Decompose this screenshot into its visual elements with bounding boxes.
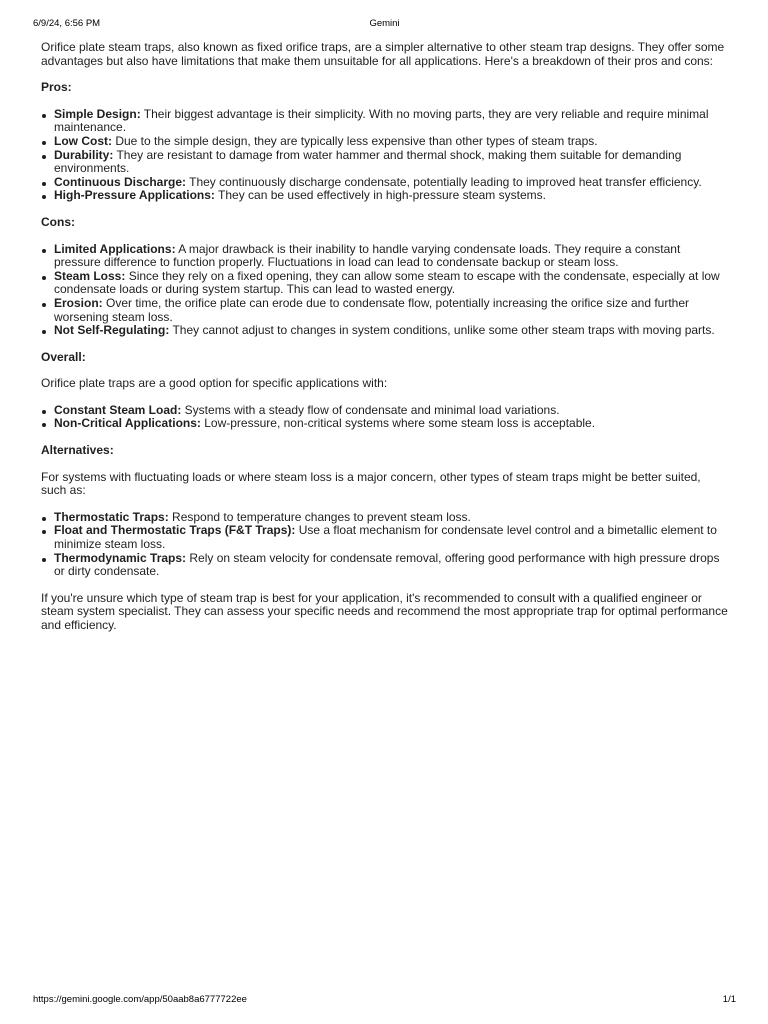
alternatives-list [41, 511, 729, 579]
item-text: They can be used effectively in high-pressure steam systems. [214, 188, 546, 203]
item-term: Constant Steam Load: [54, 402, 182, 417]
item-text: They are resistant to damage from water hammer and thermal shock, making them suitable for demanding environments. [54, 147, 682, 176]
print-url: https://gemini.google.com/app/50aab8a6777722ee [33, 994, 247, 1005]
item-text: Over time, the orifice plate can erode due to condensate flow, potentially increasing the orifice size and further worsening steam loss. [54, 295, 690, 324]
list-item [54, 524, 729, 551]
list-item [54, 270, 729, 297]
item-text: They continuously discharge condensate, potentially leading to improved heat transfer efficiency. [186, 174, 702, 189]
item-text: A major drawback is their inability to handle varying condensate loads. They require a constant pressure difference to function properly. Fluctuations in load can lead to condensate backup or steam loss. [54, 241, 681, 270]
list-item [54, 511, 729, 525]
item-term: High-Pressure Applications: [54, 188, 215, 203]
response-content [41, 41, 729, 646]
item-term: Not Self-Regulating: [54, 323, 170, 338]
overall-list [41, 404, 729, 431]
item-term: Float and Thermostatic Traps (F&T Traps): [54, 523, 296, 538]
item-term: Continuous Discharge: [54, 174, 187, 189]
cons-heading: Cons: [41, 214, 75, 229]
print-title: Gemini [369, 18, 400, 29]
item-term: Thermostatic Traps: [54, 509, 169, 524]
item-text: They cannot adjust to changes in system conditions, unlike some other steam traps with moving parts. [169, 323, 715, 338]
conclusion-paragraph: If you're unsure which type of steam trap is best for your application, it's recommended to consult with a qualified engineer or steam system specialist. They can assess your specific needs and recommend the most appropriate trap for optimal performance and efficiency. [41, 590, 728, 632]
list-item [54, 176, 729, 190]
print-footer [33, 994, 736, 1008]
list-item [54, 552, 729, 579]
item-text: Rely on steam velocity for condensate removal, offering good performance with high pressure drops or dirty condensate. [54, 550, 720, 579]
item-term: Low Cost: [54, 133, 112, 148]
pros-list [41, 108, 729, 203]
item-term: Limited Applications: [54, 241, 176, 256]
pros-heading: Pros: [41, 80, 72, 95]
item-term: Non-Critical Applications: [54, 416, 201, 431]
item-term: Steam Loss: [54, 268, 126, 283]
list-item [54, 135, 729, 149]
list-item [54, 149, 729, 176]
item-term: Simple Design: [54, 106, 141, 121]
item-text: Their biggest advantage is their simplicity. With no moving parts, they are very reliable and require minimal maintenance. [54, 106, 709, 135]
item-text: Since they rely on a fixed opening, they can allow some steam to escape with the condensate, especially at low condensate loads or during system startup. This can lead to wasted energy. [54, 268, 720, 297]
item-term: Thermodynamic Traps: [54, 550, 187, 565]
list-item [54, 108, 729, 135]
alternatives-paragraph: For systems with fluctuating loads or where steam loss is a major concern, other types of steam traps might be better suited, such as: [41, 469, 701, 498]
overall-paragraph: Orifice plate traps are a good option for specific applications with: [41, 376, 388, 391]
list-item [54, 417, 729, 431]
item-text: Respond to temperature changes to prevent steam loss. [168, 509, 471, 524]
list-item [54, 324, 729, 338]
page-number: 1/1 [722, 994, 736, 1005]
print-datetime: 6/9/24, 6:56 PM [33, 18, 101, 29]
list-item [54, 404, 729, 418]
item-term: Durability: [54, 147, 114, 162]
item-text: Due to the simple design, they are typically less expensive than other types of steam traps. [112, 133, 598, 148]
intro-paragraph: Orifice plate steam traps, also known as fixed orifice traps, are a simpler alternative to other steam trap designs. They offer some advantages but also have limitations that make them unsuitable for all applications. Here's a breakdown of their pros and cons: [41, 40, 725, 68]
list-item [54, 189, 729, 203]
item-text: Low-pressure, non-critical systems where some steam loss is acceptable. [200, 416, 596, 431]
item-text: Systems with a steady flow of condensate and minimal load variations. [181, 402, 560, 417]
alternatives-heading: Alternatives: [41, 443, 114, 458]
item-text: Use a float mechanism for condensate level control and a bimetallic element to minimize steam loss. [54, 523, 717, 552]
print-header [33, 18, 736, 32]
list-item [54, 297, 729, 324]
overall-heading: Overall: [41, 349, 86, 364]
cons-list [41, 243, 729, 338]
item-term: Erosion: [54, 295, 103, 310]
list-item [54, 243, 729, 270]
